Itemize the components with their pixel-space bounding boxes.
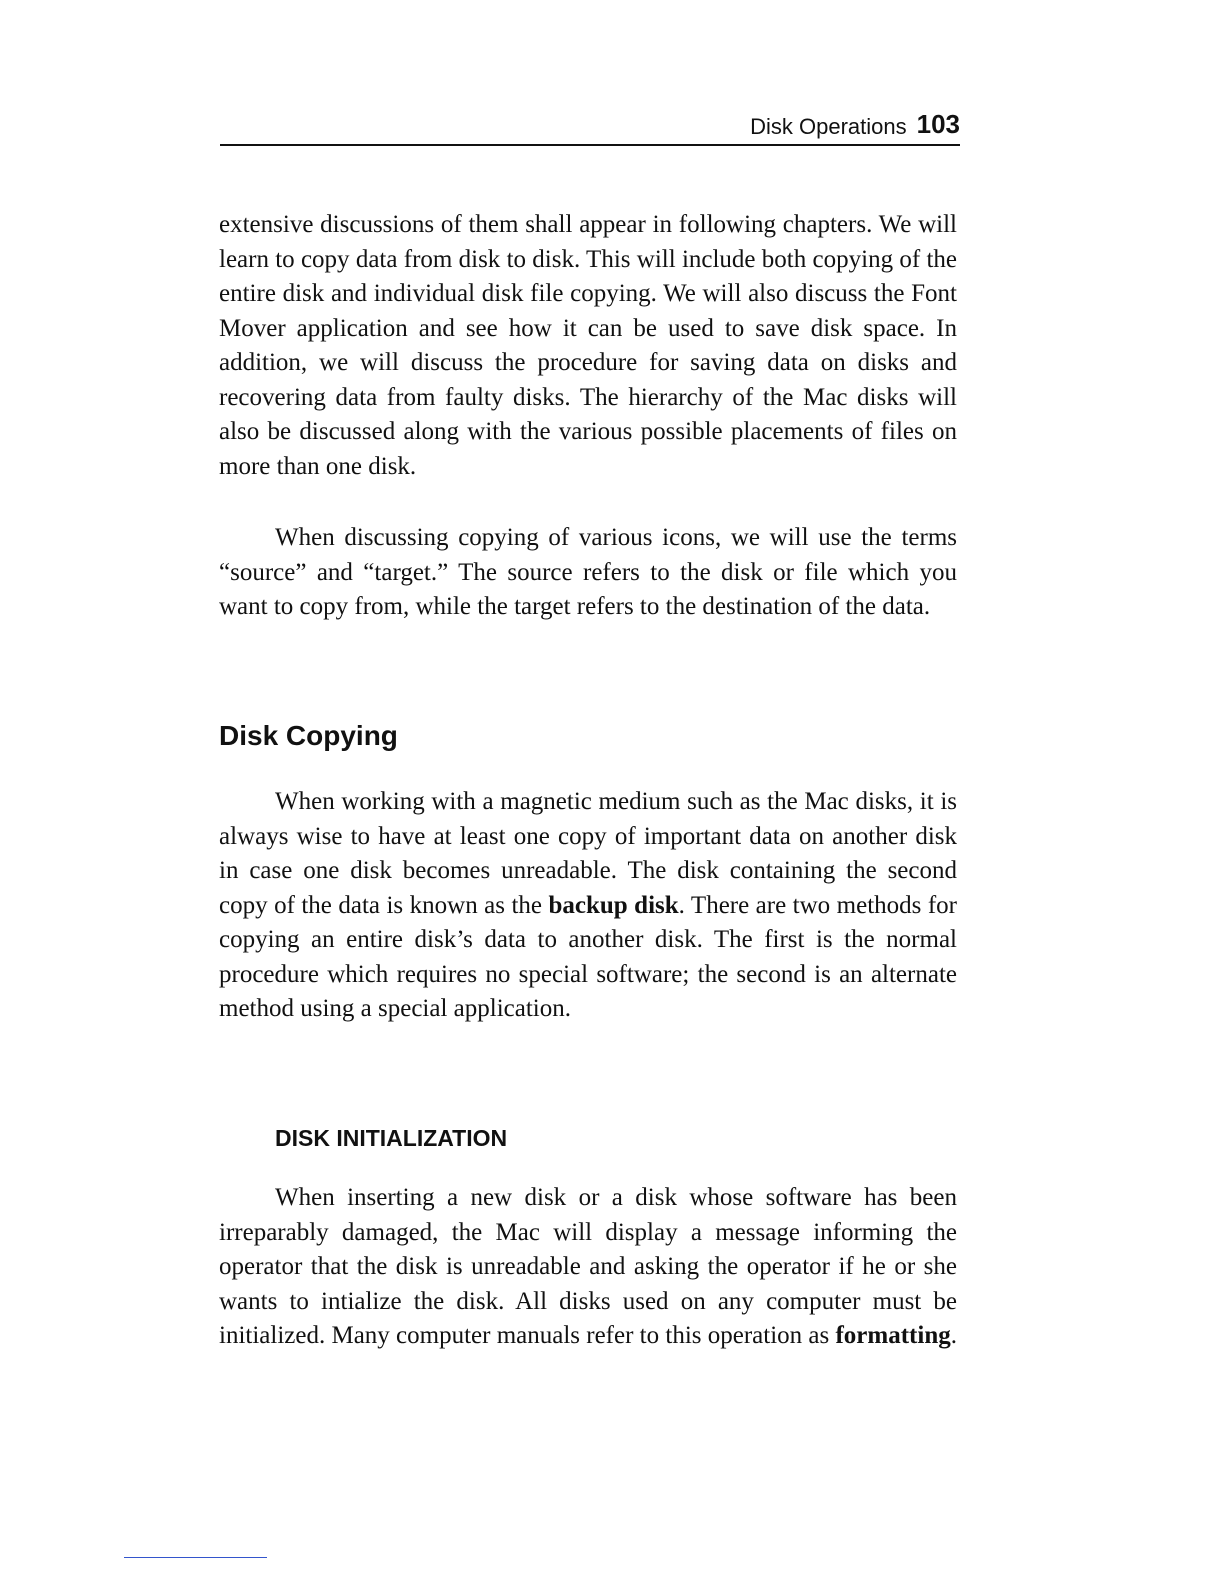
- paragraph-continued: extensive discussions of them shall appear in following chapters. We will learn to copy data from disk to disk. This will include both copying of the entire disk and individual disk file copying. We will also discuss the Font Mover application and see how it can be used to save disk space. In addition, we will discuss the procedure for saving data on disks and recovering data from faulty disks. The hierarchy of the Mac disks will also be discussed along with the various possible placements of files on more than one disk.: [219, 211, 957, 480]
- paragraph-text: . There are two methods for copying an entire disk’s data to another disk. The first is the normal procedure which requires no special software; the second is an alternate method using a special application.: [219, 891, 957, 1022]
- paragraph-text: When inserting a new disk or a disk whose software has been irreparably damaged, the Mac will display a message informing the operator that the disk is unreadable and asking the operator if he or she wants to intialize the disk. All disks used on any computer must be initialized. Many computer manuals refer to this operation as: [219, 1184, 957, 1349]
- section-heading-disk-copying: Disk Copying: [219, 720, 398, 751]
- footnote-rule: [124, 1557, 267, 1558]
- term-backup-disk: backup disk: [548, 891, 679, 919]
- term-formatting: formatting: [835, 1322, 951, 1349]
- paragraph-text: .: [950, 1322, 957, 1349]
- paragraph-disk-initialization: [219, 1181, 957, 1354]
- paragraph-source-target: When discussing copying of various icons, we will use the terms “source” and “target.” The source refers to the disk or file which you want to copy from, while the target refers to the destination of the data.: [219, 524, 957, 620]
- subsection-heading-disk-initialization: DISK INITIALIZATION: [275, 1125, 508, 1151]
- paragraph-text: When working with a magnetic medium such as the Mac disks, it is always wise to have at least one copy of important data on another disk in case one disk becomes unreadable. The disk containing the second copy of the data is known as the: [219, 788, 957, 919]
- paragraph-disk-copying: [219, 785, 957, 1027]
- page-number: 103: [916, 109, 960, 139]
- running-head: [220, 110, 960, 146]
- running-head-title: Disk Operations: [750, 114, 907, 139]
